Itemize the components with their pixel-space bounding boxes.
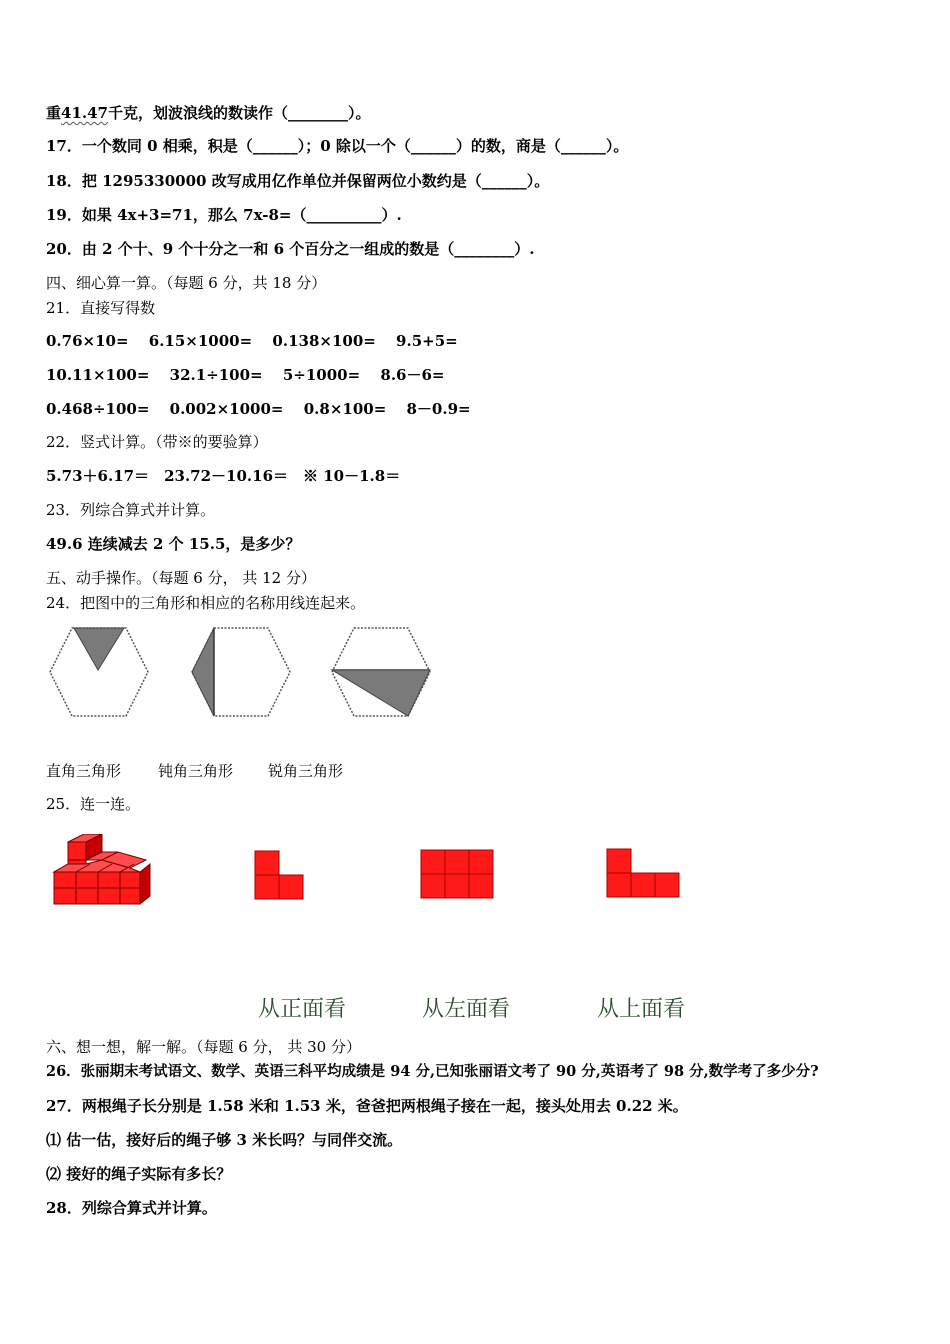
label-acute-triangle: 锐角三角形 — [268, 762, 344, 780]
section-5-heading: 五、动手操作。（每题 6 分， 共 12 分） — [46, 569, 316, 587]
hexagon-figure-1 — [44, 624, 154, 720]
view-shape-grid — [420, 849, 496, 901]
question-28: 28．列综合算式并计算。 — [46, 1199, 217, 1217]
hexagon-figure-2 — [184, 624, 294, 720]
section-6-heading: 六、想一想，解一解。（每题 6 分， 共 30 分） — [46, 1038, 361, 1056]
view-label-top: 从上面看 — [597, 997, 686, 1022]
q22-row: 5.73＋6.17＝ 23.72－10.16＝ ※ 10－1.8＝ — [46, 467, 401, 485]
question-19: 19．如果 4x+3=71，那么 7x-8=（__________）. — [46, 206, 402, 224]
q21-row-3: 0.468÷100= 0.002×1000= 0.8×100= 8－0.9= — [46, 400, 471, 418]
q16-prefix: 重 — [46, 104, 62, 122]
q21-row-2: 10.11×100= 32.1÷100= 5÷1000= 8.6－6= — [46, 366, 445, 384]
question-17: 17．一个数同 0 相乘，积是（______）；0 除以一个（______）的数，商是（______）。 — [46, 137, 629, 155]
q27-sub-1: ⑴ 估一估，接好后的绳子够 3 米长吗？与同伴交流。 — [46, 1131, 403, 1149]
view-label-left: 从左面看 — [422, 997, 511, 1022]
q27-sub-2: ⑵ 接好的绳子实际有多长？ — [46, 1165, 232, 1183]
question-20: 20．由 2 个十、9 个十分之一和 6 个百分之一组成的数是（________）. — [46, 240, 535, 258]
question-26: 26．张丽期末考试语文、数学、英语三科平均成绩是 94 分,已知张丽语文考了 90 分,英语考了 98 分,数学考了多少分? — [46, 1063, 819, 1080]
question-18: 18．把 1295330000 改写成用亿作单位并保留两位小数约是（______）。 — [46, 172, 550, 190]
label-right-triangle: 直角三角形 — [46, 762, 122, 780]
question-24-title: 24．把图中的三角形和相应的名称用线连起来。 — [46, 594, 366, 612]
section-4-heading: 四、细心算一算。（每题 6 分，共 18 分） — [46, 274, 327, 292]
label-obtuse-triangle: 钝角三角形 — [158, 762, 234, 780]
question-27-title: 27．两根绳子长分别是 1.58 米和 1.53 米，爸爸把两根绳子接在一起，接头处用去 0.22 米。 — [46, 1097, 688, 1115]
q16-tail — [46, 103, 371, 123]
question-21-title: 21．直接写得数 — [46, 299, 156, 317]
q21-row-1: 0.76×10= 6.15×1000= 0.138×100= 9.5+5= — [46, 332, 458, 350]
question-25-title: 25．连一连。 — [46, 795, 141, 813]
view-label-front: 从正面看 — [258, 997, 347, 1022]
wavy-number: 41.47 — [61, 104, 108, 122]
view-shape-front — [254, 850, 306, 902]
question-23-title: 23．列综合算式并计算。 — [46, 501, 216, 519]
view-shape-top — [606, 848, 682, 900]
q23-text: 49.6 连续减去 2 个 15.5，是多少？ — [46, 535, 301, 553]
cube-stack-figure — [50, 834, 154, 910]
q16-suffix: 千克，划波浪线的数读作（________）。 — [108, 104, 371, 122]
hexagon-figure-3 — [326, 624, 436, 720]
question-22-title: 22．竖式计算。（带※的要验算） — [46, 433, 268, 451]
